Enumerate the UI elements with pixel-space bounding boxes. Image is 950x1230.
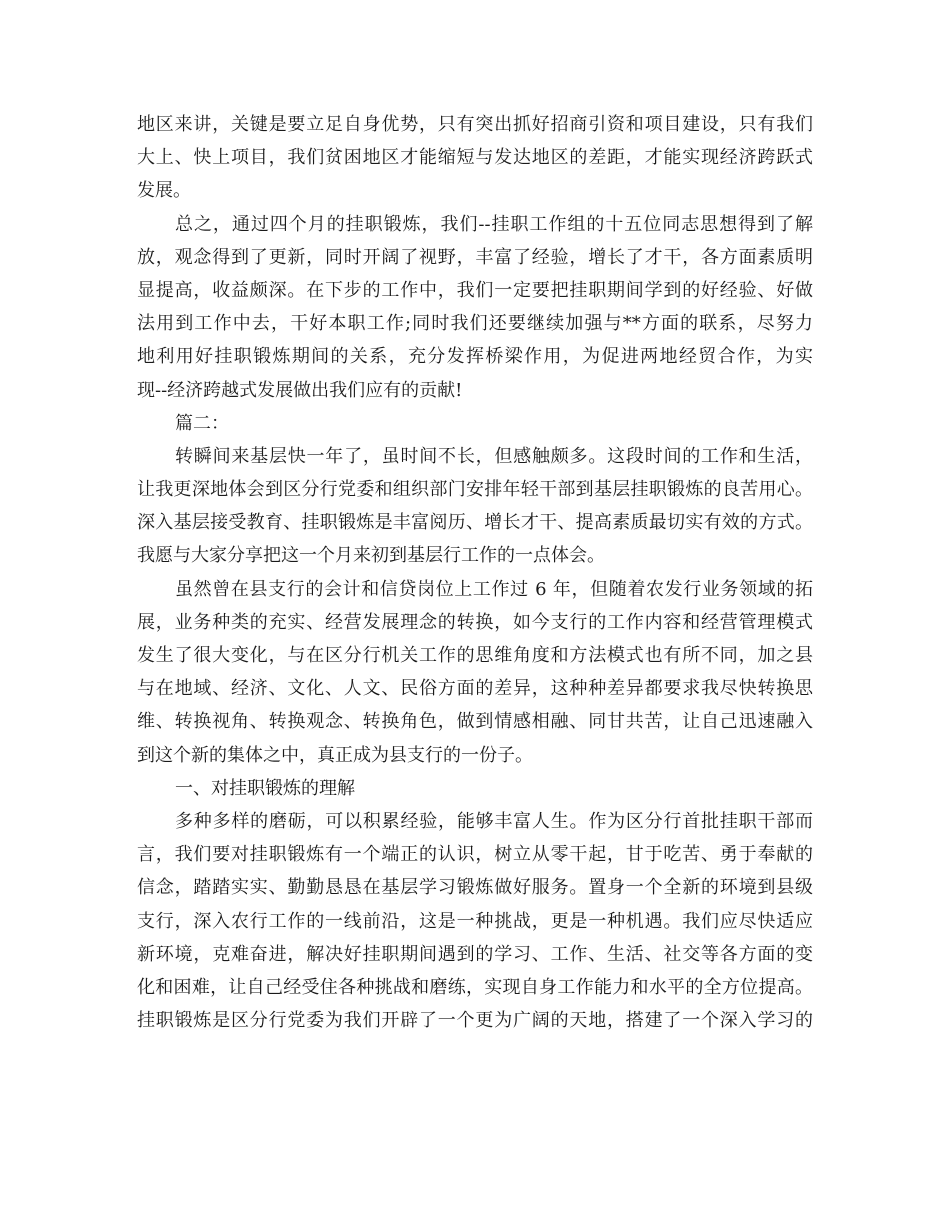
text-line: 放，观念得到了更新，同时开阔了视野，丰富了经验，增长了才干，各方面素质明: [137, 246, 813, 268]
text-line: 深入基层接受教育、挂职锻炼是丰富阅历、增长才干、提高素质最切实有效的方式。: [137, 512, 813, 534]
section-heading: 一、对挂职锻炼的理解: [175, 777, 355, 799]
paragraph-first-line: 虽然曾在县支行的会计和信贷岗位上工作过 6 年，但随着农发行业务领域的拓: [175, 578, 813, 600]
text-line: 言，我们要对挂职锻炼有一个端正的认识，树立从零干起，甘于吃苦、勇于奉献的: [137, 844, 813, 866]
text-line: 信念，踏踏实实、勤勤恳恳在基层学习锻炼做好服务。置身一个全新的环境到县级: [137, 877, 813, 899]
text-line: 让我更深地体会到区分行党委和组织部门安排年轻干部到基层挂职锻炼的良苦用心。: [137, 479, 813, 501]
text-line: 地区来讲，关键是要立足自身优势，只有突出抓好招商引资和项目建设，只有我们: [137, 114, 813, 135]
text-line: 展，业务种类的充实、经营发展理念的转换，如今支行的工作内容和经营管理模式: [137, 611, 813, 633]
text-line: 大上、快上项目，我们贫困地区才能缩短与发达地区的差距，才能实现经济跨跃式: [137, 147, 813, 169]
text-line: 我愿与大家分享把这一个月来初到基层行工作的一点体会。: [137, 545, 605, 567]
text-line: 显提高，收益颇深。在下步的工作中，我们一定要把挂职期间学到的好经验、好做: [137, 279, 813, 301]
text-line: 地利用好挂职锻炼期间的关系，充分发挥桥梁作用，为促进两地经贸合作，为实: [137, 346, 813, 368]
paragraph-first-line: 转瞬间来基层快一年了，虽时间不长，但感触颇多。这段时间的工作和生活，: [175, 445, 813, 467]
paragraph-first-line: 总之，通过四个月的挂职锻炼，我们--挂职工作组的十五位同志思想得到了解: [175, 213, 813, 235]
text-line: 化和困难，让自己经受住各种挑战和磨练，实现自身工作能力和水平的全方位提高。: [137, 976, 813, 998]
document-body: [137, 108, 813, 1037]
text-line: 发生了很大变化，与在区分行机关工作的思维角度和方法模式也有所不同，加之县: [137, 645, 813, 666]
section-heading: 篇二：: [175, 412, 229, 434]
text-line: 法用到工作中去，干好本职工作;同时我们还要继续加强与**方面的联系，尽努力: [137, 313, 813, 335]
text-line: 现--经济跨越式发展做出我们应有的贡献!: [137, 379, 463, 401]
text-line: 挂职锻炼是区分行党委为我们开辟了一个更为广阔的天地，搭建了一个深入学习的: [137, 1010, 813, 1032]
text-line: 支行，深入农行工作的一线前沿，这是一种挑战，更是一种机遇。我们应尽快适应: [137, 910, 813, 932]
text-line: 与在地域、经济、文化、人文、民俗方面的差异，这种种差异都要求我尽快转换思: [137, 678, 813, 700]
text-line: 发展。: [137, 180, 191, 202]
paragraph-first-line: 多种多样的磨砺，可以积累经验，能够丰富人生。作为区分行首批挂职干部而: [175, 810, 813, 832]
text-line: 维、转换视角、转换观念、转换角色，做到情感相融、同甘共苦，让自己迅速融入: [137, 711, 813, 733]
text-line: 新环境，克难奋进，解决好挂职期间遇到的学习、工作、生活、社交等各方面的变: [137, 943, 813, 965]
text-line: 到这个新的集体之中，真正成为县支行的一份子。: [137, 744, 533, 766]
